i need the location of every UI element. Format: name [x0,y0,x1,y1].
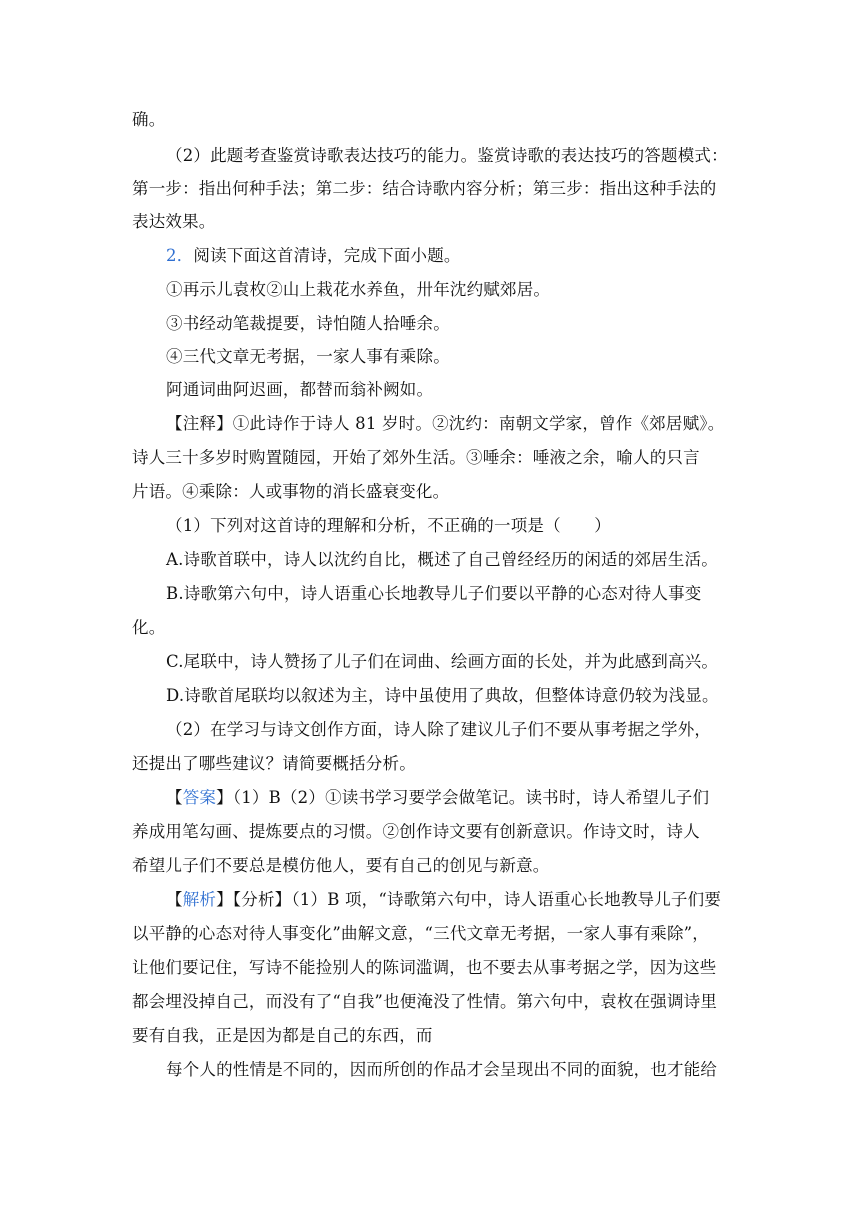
answer-line: 希望儿子们不要总是模仿他人，要有自己的创见与新意。 [132,856,550,875]
note-line: 【注释】①此诗作于诗人 81 岁时。②沈约：南朝文学家，曾作《郊居赋》。 [166,414,725,433]
subquestion-line: 还提出了哪些建议？请简要概括分析。 [132,754,416,773]
poem-line: ①再示儿袁枚②山上栽花水养鱼，卅年沈约赋郊居。 [166,280,551,299]
option-b: B.诗歌第六句中，诗人语重心长地教导儿子们要以平静的心态对待人事变 [166,584,702,603]
analysis-line: 每个人的性情是不同的，因而所创的作品才会呈现出不同的面貌，也才能给 [166,1060,718,1079]
subquestion-line: （2）在学习与诗文创作方面，诗人除了建议儿子们不要从事考据之学外， [166,720,712,739]
text-line: （2）此题考查鉴赏诗歌表达技巧的能力。鉴赏诗歌的表达技巧的答题模式： [166,146,728,165]
poem-line: 阿通词曲阿迟画，都替而翁补阙如。 [166,380,434,399]
option-d: D.诗歌首尾联均以叙述为主，诗中虽使用了典故，但整体诗意仍较为浅显。 [166,686,719,705]
option-a: A.诗歌首联中，诗人以沈约自比，概述了自己曾经经历的闲适的郊居生活。 [166,550,718,569]
option-b-cont: 化。 [132,618,166,637]
text-line: 表达效果。 [132,212,216,231]
note-line: 诗人三十多岁时购置随园，开始了郊外生活。③唾余：唾液之余，喻人的只言 [132,448,700,467]
question-line [166,244,766,268]
analysis-line: 要有自我，正是因为都是自己的东西，而 [132,1026,433,1045]
analysis-line: 都会埋没掉自己，而没有了“自我”也便淹没了性情。第六句中，袁枚在强调诗里 [132,992,718,1011]
answer-line: 【答案】（1）B（2）①读书学习要学会做笔记。读书时，诗人希望儿子们 [166,788,710,807]
question-prompt: 阅读下面这首清诗，完成下面小题。 [193,246,461,265]
option-c: C.尾联中，诗人赞扬了儿子们在词曲、绘画方面的长处，并为此感到高兴。 [166,652,719,671]
note-line: 片语。④乘除：人或事物的消长盛衰变化。 [132,482,450,501]
analysis-label: 解析 [182,890,217,909]
answer-label: 答案 [182,788,217,807]
text-line: 第一步：指出何种手法；第二步：结合诗歌内容分析；第三步：指出这种手法的 [132,179,717,198]
question-number: 2． [166,246,194,265]
subquestion-line: （1）下列对这首诗的理解和分析，不正确的一项是（ ） [166,516,611,535]
analysis-line: 【解析】【分析】（1）B 项，“诗歌第六句中，诗人语重心长地教导儿子们要 [166,890,722,909]
analysis-line: 以平静的心态对待人事变化”曲解文意，“三代文章无考据，一家人事有乘除”， [132,924,710,943]
text-line: 确。 [132,110,166,129]
analysis-line: 让他们要记住，写诗不能捡别人的陈词滥调，也不要去从事考据之学，因为这些 [132,958,717,977]
poem-line: ④三代文章无考据，一家人事有乘除。 [166,347,450,366]
answer-line: 养成用笔勾画、提炼要点的习惯。②创作诗文要有创新意识。作诗文时，诗人 [132,822,700,841]
poem-line: ③书经动笔裁提要，诗怕随人拾唾余。 [166,314,450,333]
